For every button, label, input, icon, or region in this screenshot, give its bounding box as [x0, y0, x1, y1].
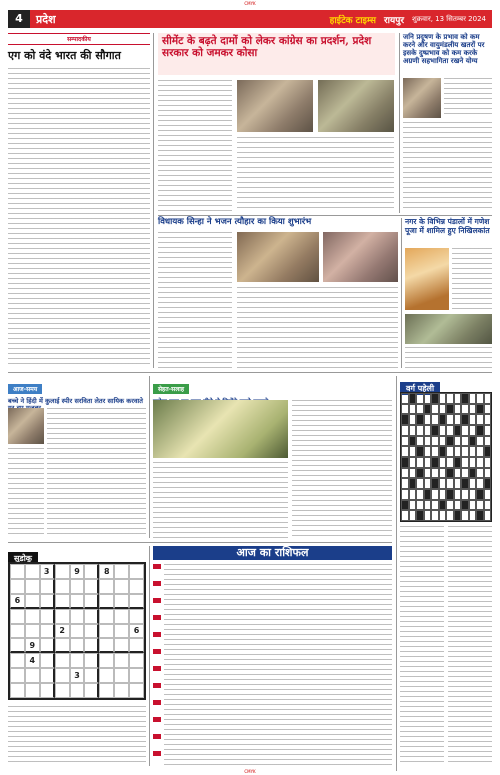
sudoku-cell: [129, 638, 144, 653]
right-story-headline: जनि प्रदूषण के प्रभाव को कम करने और वायुमंडलीय खतरों पर इसके दुष्प्रभाव को कम करके अग्रणी सहभागिता रखने योग्य: [403, 32, 485, 66]
page-number: 4: [8, 10, 30, 28]
ganesh-crowd-photo: [405, 314, 492, 344]
sudoku-cell: [84, 668, 99, 683]
sudoku-cell: [99, 653, 114, 668]
right-story-block: [403, 33, 492, 65]
lead-story-headline: सीमेंट के बढ़ते दामों को लेकर कांग्रेस का प्रदर्शन, प्रदेश सरकार को जमकर कोसा: [162, 35, 372, 60]
ganesh-story-body-1: [452, 248, 492, 310]
print-mark-top: CMYK: [244, 1, 256, 6]
sudoku-cell: [40, 624, 55, 639]
sudoku-cell: [99, 624, 114, 639]
editorial-block: [8, 33, 150, 63]
sudoku-cell: [84, 564, 99, 579]
editorial-headline: एग को वंदे भारत की सौगात: [8, 49, 121, 62]
column-rule: [401, 218, 402, 368]
protest-photo-1: [237, 80, 313, 132]
sudoku-cell: [129, 653, 144, 668]
aaj-samay-photo: [8, 408, 44, 444]
sudoku-cell: [70, 683, 85, 698]
sudoku-cell: [114, 609, 129, 624]
sudoku-cell: [25, 624, 40, 639]
zodiac-bullets: [153, 564, 161, 766]
sudoku-cell: [40, 683, 55, 698]
rashifal-title: आज का राशिफल: [153, 546, 392, 560]
sudoku-cell: [10, 624, 25, 639]
sudoku-cell: [114, 579, 129, 594]
sudoku-cell: 3: [70, 668, 85, 683]
sudoku-cell: [55, 638, 70, 653]
lead-story-headline-box: [158, 33, 395, 75]
row-rule: [8, 372, 492, 373]
crossword-clues-across: [400, 526, 444, 766]
ganesh-story-headline: नगर के विभिन्न पंडालों में गणेश पूजा में शामिल हुए निखिलकांत: [405, 217, 490, 235]
crossword-title: वर्ग पहेली: [400, 382, 440, 395]
column-rule: [149, 546, 150, 766]
sudoku-cell: [25, 564, 40, 579]
sudoku-cell: [84, 638, 99, 653]
right-story-body-1: [444, 78, 492, 118]
sudoku-cell: 8: [99, 564, 114, 579]
sudoku-cell: [84, 683, 99, 698]
sudoku-cell: [114, 564, 129, 579]
sudoku-cell: [99, 609, 114, 624]
sudoku-grid: [8, 562, 146, 700]
sudoku-cell: [25, 683, 40, 698]
sudoku-cell: [40, 638, 55, 653]
juice-photo: [153, 400, 288, 458]
sudoku-cell: [40, 594, 55, 609]
sudoku-cell: [55, 653, 70, 668]
sudoku-cell: [70, 624, 85, 639]
sudoku-cell: [84, 624, 99, 639]
sudoku-cell: [114, 594, 129, 609]
ganesh-idol-photo: [405, 248, 449, 310]
aaj-samay-label: आज-समय: [8, 384, 42, 394]
sudoku-title: सुडोकू: [8, 552, 38, 565]
aaj-samay-headline: बच्चे ने हिंदी में कुलाई स्पीर सरविता लेतर सायिक करवाते: [8, 397, 143, 405]
rashifal-list: [153, 564, 392, 766]
sudoku-cell: [84, 653, 99, 668]
row-rule: [158, 215, 492, 216]
sudoku-cell: 2: [55, 624, 70, 639]
sudoku-cell: [10, 668, 25, 683]
sudoku-cell: [55, 609, 70, 624]
sudoku-cell: [70, 609, 85, 624]
sudoku-cell: 6: [10, 594, 25, 609]
sudoku-cell: [25, 579, 40, 594]
sudoku-cell: [99, 668, 114, 683]
sudoku-cell: [40, 653, 55, 668]
sudoku-cell: [129, 579, 144, 594]
sudoku-cell: [55, 668, 70, 683]
lead-story-body-col1: [158, 80, 232, 212]
sudoku-cell: [55, 579, 70, 594]
ganesh-story-body-2: [405, 347, 492, 368]
sudoku-cell: [99, 638, 114, 653]
sudoku-cell: [55, 564, 70, 579]
sudoku-cell: [129, 564, 144, 579]
sudoku-cell: [114, 624, 129, 639]
sudoku-cell: [114, 638, 129, 653]
sudoku-cell: [129, 683, 144, 698]
sudoku-cell: 9: [70, 564, 85, 579]
sudoku-cell: [10, 564, 25, 579]
rashifal-body: [164, 564, 392, 766]
sudoku-cell: [25, 668, 40, 683]
sudoku-cell: [114, 668, 129, 683]
column-rule: [399, 33, 400, 213]
protest-photo-2: [318, 80, 394, 132]
sudoku-cell: [84, 579, 99, 594]
column-rule: [149, 376, 150, 538]
editorial-label: सम्पादकीय: [8, 33, 150, 45]
column-rule: [153, 33, 154, 368]
event-photo-1: [237, 232, 319, 282]
lead-story-body-col2: [237, 137, 394, 212]
sudoku-cell: [10, 609, 25, 624]
event-story-block: [158, 218, 398, 228]
health-body-1: [153, 462, 288, 538]
event-story-headline: विधायक सिन्हा ने भजन त्यौहार का किया शुभारंभ: [158, 217, 312, 227]
aaj-samay-body-2: [8, 448, 44, 538]
ganesh-story-block: [405, 218, 492, 235]
sudoku-instructions: [8, 706, 146, 766]
sudoku-cell: [10, 579, 25, 594]
crossword-clues-down: [448, 526, 492, 766]
sudoku-cell: 3: [40, 564, 55, 579]
edition-city: रायपुर: [383, 15, 404, 26]
sudoku-cell: [55, 683, 70, 698]
sudoku-cell: [114, 653, 129, 668]
sudoku-cell: [70, 579, 85, 594]
sudoku-cell: [70, 594, 85, 609]
sudoku-cell: [55, 594, 70, 609]
sudoku-cell: [70, 638, 85, 653]
sudoku-cell: 4: [25, 653, 40, 668]
editorial-body-text: [8, 68, 150, 368]
health-label: सेहत-सलाह: [153, 384, 189, 394]
sudoku-cell: [84, 594, 99, 609]
sudoku-cell: [99, 579, 114, 594]
sudoku-cell: [99, 594, 114, 609]
sudoku-cell: [40, 609, 55, 624]
sudoku-cell: [84, 609, 99, 624]
column-rule: [396, 376, 397, 771]
health-body-2: [292, 400, 392, 538]
sudoku-cell: [40, 579, 55, 594]
sudoku-cell: [25, 609, 40, 624]
right-story-body-2: [403, 122, 492, 212]
event-story-body-col1: [158, 232, 232, 368]
sudoku-cell: 6: [129, 624, 144, 639]
sudoku-cell: [10, 653, 25, 668]
masthead: [8, 10, 492, 28]
edition-date: शुक्रवार, 13 सितम्बर 2024: [412, 14, 486, 23]
sudoku-cell: [10, 638, 25, 653]
sudoku-cell: [114, 683, 129, 698]
portrait-photo: [403, 78, 441, 118]
sudoku-cell: [129, 668, 144, 683]
sudoku-cell: 9: [25, 638, 40, 653]
sudoku-cell: [25, 594, 40, 609]
sudoku-cell: [99, 683, 114, 698]
newspaper-logo: हाईटेक टाइम्स: [329, 15, 376, 26]
row-rule: [8, 542, 392, 543]
event-story-body-col2: [237, 287, 398, 368]
crossword-grid: [400, 392, 492, 522]
event-photo-2: [323, 232, 398, 282]
sudoku-cell: [10, 683, 25, 698]
section-title: प्रदेश: [36, 12, 56, 26]
sudoku-cell: [129, 594, 144, 609]
print-mark-bottom: CMYK: [244, 769, 256, 774]
sudoku-cell: [129, 609, 144, 624]
sudoku-cell: [70, 653, 85, 668]
sudoku-cell: [40, 668, 55, 683]
aaj-samay-body: [47, 408, 146, 538]
